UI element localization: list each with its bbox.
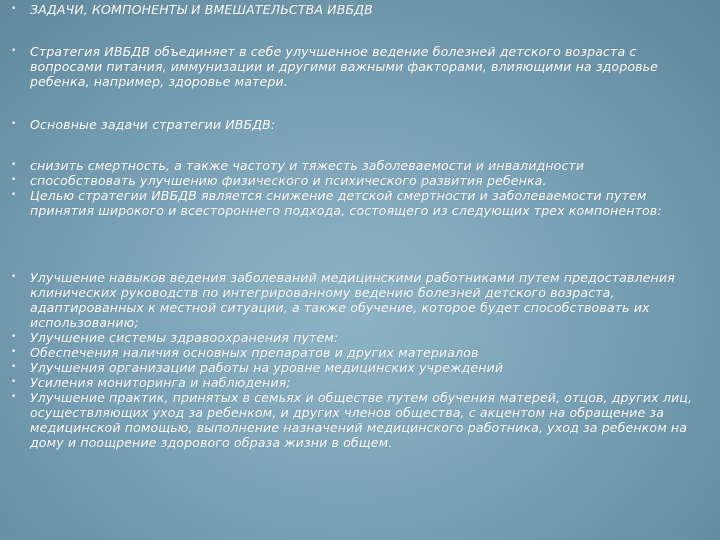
list-item: • Обеспечения наличия основных препаратов и других материалов	[11, 345, 479, 360]
list-item: • Улучшения организации работы на уровне медицинских учреждений	[11, 360, 504, 375]
bullet-icon: •	[11, 119, 17, 129]
bullet-icon: •	[11, 377, 17, 387]
title-block	[8, 2, 712, 17]
bullet-icon: •	[11, 46, 17, 56]
tasks-heading-block	[8, 117, 712, 132]
bullet-icon: •	[11, 4, 17, 14]
list-item: • снизить смертность, а также частоту и тяжесть заболеваемости и инвалидности	[11, 158, 585, 173]
bullet-icon: •	[11, 362, 17, 372]
tasks-heading: • Основные задачи стратегии ИВБДВ:	[11, 117, 276, 132]
intro-paragraph: • Стратегия ИВБДВ объединяет в себе улучшенное ведение болезней детского возраста с вопросами питания, иммунизации и другими важными факторами, влияющими на здоровье ребенка, например, здоровье матери.	[11, 44, 659, 89]
list-item: • способствовать улучшению физического и психического развития ребенка.	[11, 173, 547, 188]
bullet-icon: •	[11, 392, 17, 402]
list-item: • Улучшение навыков ведения заболеваний медицинскими работниками путем предоставления клинических руководств по интегрированному ведению болезней детского возраста, адаптированных к местной ситуации, а также обучение, которое будет способствовать их использованию;	[11, 270, 675, 330]
bullet-icon: •	[11, 175, 17, 185]
intro-block	[8, 44, 712, 89]
bullet-icon: •	[11, 160, 17, 170]
components-list	[8, 270, 712, 450]
list-item: • Целью стратегии ИВБДВ является снижение детской смертности и заболеваемости путем принятия широкого и всестороннего подхода, состоящего из следующих трех компонентов:	[11, 188, 662, 218]
list-item: • Улучшение системы здравоохранения путем:	[11, 330, 339, 345]
slide-title: • ЗАДАЧИ, КОМПОНЕНТЫ И ВМЕШАТЕЛЬСТВА ИВБДВ	[11, 2, 373, 17]
bullet-icon: •	[11, 347, 17, 357]
bullet-icon: •	[11, 272, 17, 282]
list-item: • Усиления мониторинга и наблюдения;	[11, 375, 291, 390]
tasks-list	[8, 158, 712, 218]
list-item: • Улучшение практик, принятых в семьях и обществе путем обучения матерей, отцов, других лиц, осуществляющих уход за ребенком, и других членов общества, с акцентом на обращение за медицинской помощью, выполнение назначений медицинского работника, уход за ребенком на дому и поощрение здорового образа жизни в общем.	[11, 390, 693, 450]
bullet-icon: •	[11, 332, 17, 342]
bullet-icon: •	[11, 190, 17, 200]
